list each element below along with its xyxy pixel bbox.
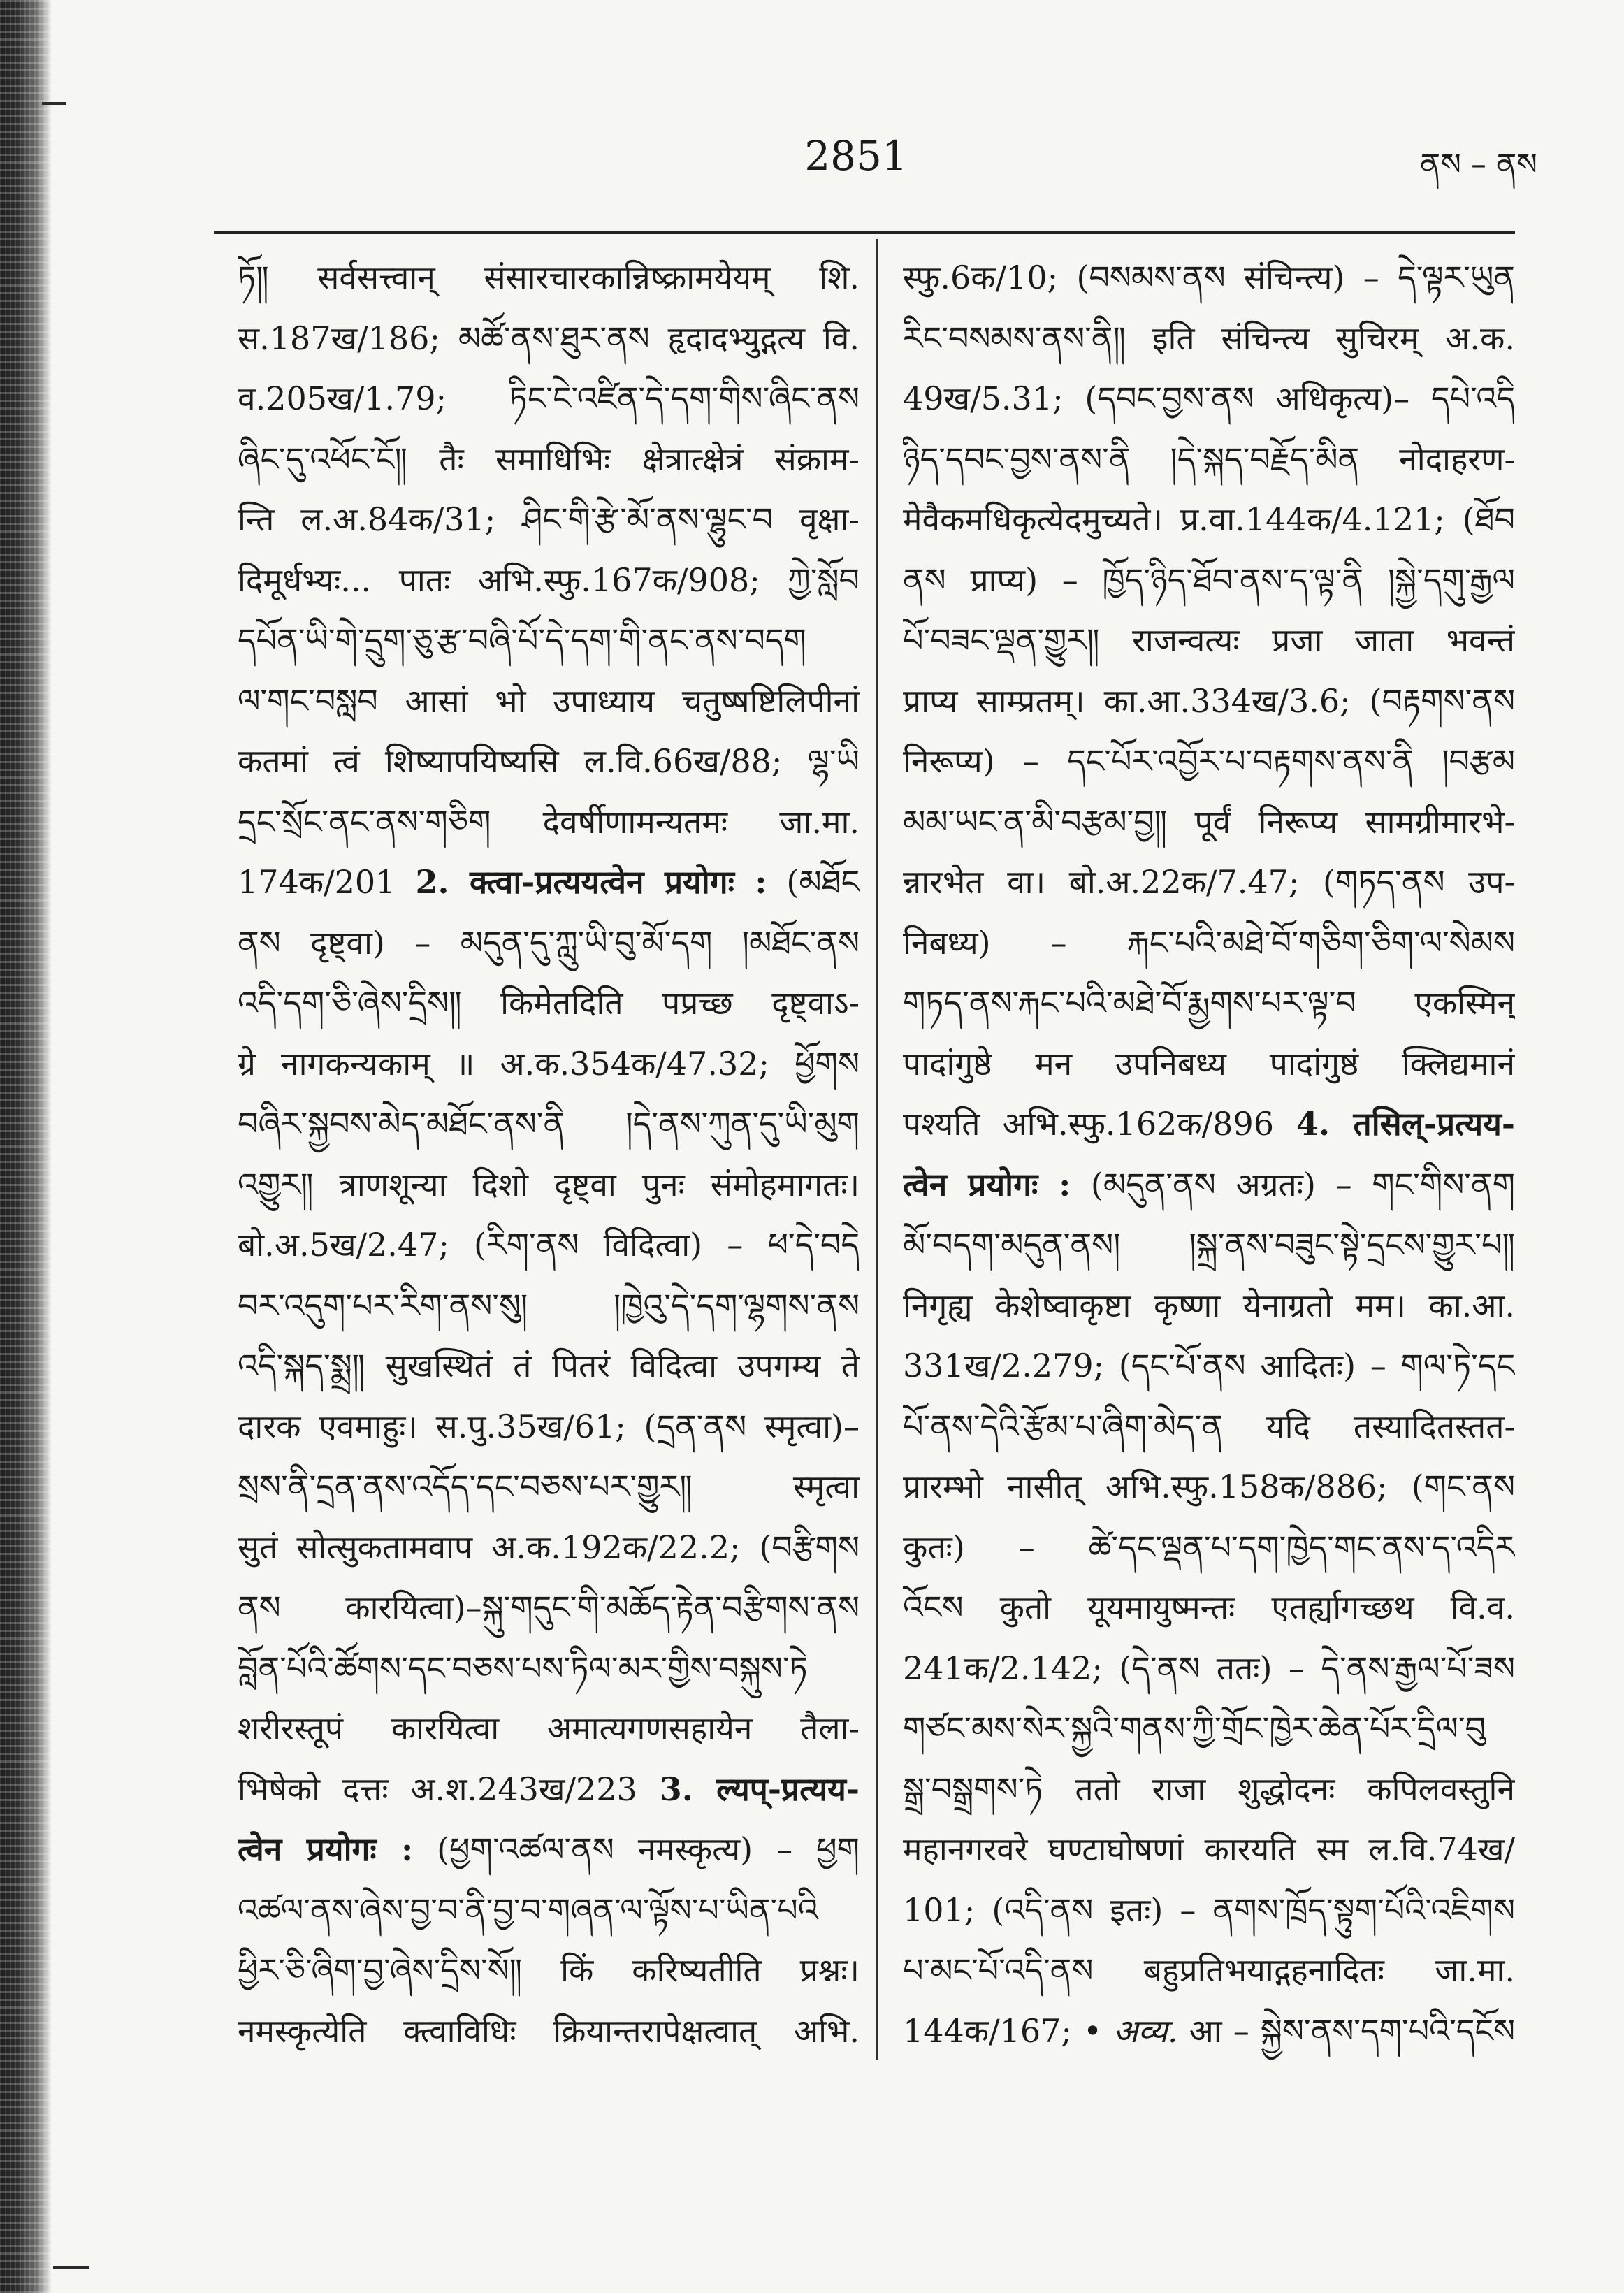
text-line: [903, 1155, 1515, 1215]
text-line: [238, 1759, 860, 1820]
text-line: दिमूर्धभ्यः... पातः अभि.स्फु.167क/908; ཀྱེ་སློབ: [238, 560, 860, 599]
text-line: པ་མང་པོ་འདི་ནས बहुप्रतिभयाद्गहनादितः जा.मा.: [903, 1951, 1515, 1989]
text-line: 101; (འདི་ནས इतः) – ནགས་ཁྲོད་སྟུག་པོའི་འཇིགས: [903, 1890, 1515, 1929]
text-line: བར་འདུག་པར་རིག་ནས་སུ། །ཁྱེའུ་དེ་དག་ལྷགས་ནས: [238, 1286, 860, 1324]
text-line: སྒྲ་བསྒྲགས་ཏེ ततो राजा शुद्धोदनः कपिलवस्तुनि: [903, 1770, 1515, 1808]
section-heading-text: 2. क्त्वा-प्रत्ययत्वेन प्रयोगः :: [415, 863, 767, 901]
text-segment: 174क/201: [238, 863, 416, 901]
text-segment: 144क/167; •: [903, 2011, 1114, 2050]
text-line: འཚལ་ནས་ཞེས་བྱ་བ་ནི་བྱ་བ་གཞན་ལ་ལྟོས་པ་ཡིན་པའི: [238, 1890, 818, 1929]
text-line: शरीरस्तूपं कारयित्वा अमात्यगणसहायेन तैला-: [238, 1709, 860, 1747]
text-segment: भिषेको दत्तः अ.श.243ख/223: [238, 1770, 660, 1808]
text-line: [903, 2001, 1515, 2062]
text-line: ཏོ༎ सर्वसत्त्वान् संसारचारकान्निष्क्रामयेयम् शि.: [238, 259, 860, 296]
text-line: न्ति ल.अ.84क/31; ཤིང་གི་རྩེ་མོ་ནས་ལྷུང་བ वृक्षा-: [238, 500, 860, 538]
section-heading-text: 3. ल्यप्-प्रत्यय-: [659, 1770, 860, 1808]
text-line: འགྱུར༎ त्राणशून्या दिशो दृष्ट्वा पुनः संमोहमागतः।: [238, 1165, 860, 1203]
text-line: निबध्य) – རྐང་པའི་མཐེ་བོ་གཅིག་ཅིག་ལ་སེམས: [903, 923, 1515, 962]
text-line: नमस्कृत्येति क्त्वाविधिः क्रियान्तरापेक्षत्वात् अभि.: [238, 2011, 860, 2050]
grammar-label: अव्य.: [1113, 2011, 1178, 2050]
page-number: 2851: [804, 132, 908, 180]
text-line: 331ख/2.279; (དང་པོ་ནས आदितः) – གལ་ཏེ་དང: [903, 1347, 1515, 1384]
text-line: न्नारभेत वा। बो.अ.22क/7.47; (གཏད་ནས उप-: [903, 863, 1515, 901]
text-line: པོ་ནས་དེའི་རྩོམ་པ་ཞིག་མེད་ན यदि तस्यादितस्तत-: [903, 1407, 1515, 1445]
text-line: ནས दृष्ट्वा) – མདུན་དུ་ཀླུ་ཡི་བུ་མོ་དག །མཐོང་ནས: [238, 923, 860, 962]
text-line: महानगरवरे घण्टाघोषणां कारयति स्म ल.वि.74ख/: [903, 1830, 1515, 1868]
text-line: ནས कारयित्वा)–སྐུ་གདུང་གི་མཆོད་རྟེན་བརྩིགས་ནས: [238, 1589, 860, 1626]
text-line: [238, 852, 860, 913]
scan-mark: [42, 102, 66, 105]
text-line: ग्रे नागकन्यकाम् ॥ अ.क.354क/47.32; ཕྱོགས: [238, 1044, 860, 1083]
text-line: [903, 1094, 1515, 1155]
text-segment: (ཕྱག་འཚལ་ནས नमस्कृत्य) – ཕྱག: [413, 1830, 860, 1868]
text-line: རིང་བསམས་ནས་ནི༎ इति संचिन्त्य सुचिरम् अ.क.: [903, 319, 1515, 357]
right-column: [903, 247, 1515, 2061]
text-line: व.205ख/1.79; ཏིང་ངེ་འཛིན་དེ་དག་གིས་ཞིང་ནས: [238, 379, 860, 417]
text-line: པོ་བཟང་ལྡན་གྱུར༎ राजन्वत्यः प्रजा जाता भवन्तं: [903, 621, 1515, 659]
text-line: स्फु.6क/10; (བསམས་ནས संचिन्त्य) – དེ་ལྟར་ཡུན: [903, 259, 1515, 296]
header-rule: [214, 231, 1515, 234]
text-line: གཙང་མས་སེར་སྐྱའི་གནས་ཀྱི་གྲོང་ཁྱེར་ཆེན་པོར་དྲིལ་བུ: [903, 1709, 1486, 1747]
scan-mark: [53, 2266, 89, 2269]
text-line: बो.अ.5ख/2.47; (རིག་ནས विदित्वा) – ཕ་དེ་བདེ: [238, 1226, 860, 1264]
text-line: सुतं सोत्सुकतामवाप अ.क.192क/22.2; (བརྩིགས: [238, 1528, 860, 1566]
text-line: འདི་དག་ཅི་ཞེས་དྲིས༎ किमेतदिति पप्रच्छ दृष्ट्वाऽ-: [238, 984, 860, 1022]
text-line: पादांगुष्ठे मन उपनिबध्य पादांगुष्ठं क्लिद्यमानं: [903, 1044, 1515, 1083]
text-line: འདི་སྐད་སྨྲ༎ सुखस्थितं तं पितरं विदित्वा उपगम्य ते: [238, 1347, 860, 1384]
text-line: ཕྱིར་ཅི་ཞིག་བྱ་ཞེས་དྲིས་སོ༎ किं करिष्यतीति प्रश्नः।: [238, 1951, 860, 1989]
text-segment: (མཐོང: [767, 863, 860, 901]
text-line: བཞིར་སྐྱབས་མེད་མཐོང་ནས་ནི །དེ་ནས་ཀུན་དུ་ཡི་མུག: [238, 1105, 860, 1143]
text-line: प्राप्य साम्प्रतम्। का.आ.334ख/3.6; (བརྟགས་ནས: [903, 681, 1515, 720]
text-line: གཏད་ནས་རྐང་པའི་མཐེ་བོ་རྨྱགས་པར་ལྟ་བ एकस्मिन्: [903, 984, 1515, 1022]
text-line: མོ་བདག་མདུན་ནས། །སྐྲ་ནས་བཟུང་སྟེ་དྲངས་གྱུར་པ༎: [903, 1226, 1515, 1264]
text-line: कुतः) – ཚེ་དང་ལྡན་པ་དག་ཁྱེད་གང་ནས་ད་འདིར: [903, 1528, 1515, 1566]
text-segment: (མདུན་ནས अग्रतः) – གང་གིས་ནག: [1071, 1165, 1515, 1203]
text-line: དཔོན་ཡི་གེ་དྲུག་ཅུ་རྩ་བཞི་པོ་དེ་དག་གི་ནང་ནས་བདག: [238, 621, 806, 659]
text-line: འོངས कुतो यूयमायुष्मन्तः एतर्ह्यागच्छथ वि.व.: [903, 1589, 1515, 1626]
text-line: སྲས་ནི་དྲན་ནས་འདོད་དང་བཅས་པར་གྱུར༎ स्मृत्वा: [238, 1468, 860, 1505]
text-line: མམ་ཡང་ན་མི་བརྩམ་བྱ༎ पूर्वं निरूप्य सामग्रीमारभे-: [903, 802, 1515, 841]
text-line: 49ख/5.31; (དབང་བྱས་ནས अधिकृत्य)– དཔེ་འདི: [903, 379, 1515, 417]
text-line: བློན་པོའི་ཚོགས་དང་བཅས་པས་ཏིལ་མར་གྱིས་བསྐུས་ཏེ: [238, 1649, 808, 1687]
text-line: दारक एवमाहुः। स.पु.35ख/61; (དྲན་ནས स्मृत्वा)–: [238, 1407, 860, 1445]
scan-edge: [0, 0, 52, 2293]
section-heading-text: 4. तसिल्-प्रत्यय-: [1296, 1105, 1515, 1143]
left-column: [238, 247, 860, 2061]
text-line: ཞིང་དུ་འཕོང་ངོ༎ तैः समाधिभिः क्षेत्रात्क्षेत्रं संक्राम-: [238, 440, 860, 478]
text-line: ཉིད་དབང་བྱས་ནས་ནི །དེ་སྐད་བརྗོད་མིན नोदाहरण-: [903, 440, 1515, 478]
text-line: [238, 1819, 860, 1880]
text-line: कतमां त्वं शिष्यापयिष्यसि ल.वि.66ख/88; ལྷ་ཡི: [238, 742, 860, 780]
text-line: मेवैकमधिकृत्येदमुच्यते। प्र.वा.144क/4.121; (ཐོབ: [903, 500, 1515, 538]
text-line: प्रारम्भो नासीत् अभि.स्फु.158क/886; (གང་ནས: [903, 1468, 1515, 1505]
text-line: 241क/2.142; (དེ་ནས ततः) – དེ་ནས་རྒྱལ་པོ་ཟས: [903, 1649, 1515, 1687]
running-head: ནས – ནས: [1419, 147, 1537, 182]
text-line: དྲང་སྲོང་ནང་ནས་གཅིག देवर्षीणामन्यतमः जा.मा.: [238, 802, 860, 841]
text-segment: आ – སྐྱེས་ནས་དག་པའི་དངོས: [1177, 2011, 1515, 2050]
text-line: निगृह्य केशेष्वाकृष्टा कृष्णा येनाग्रतो मम। का.आ.: [903, 1286, 1515, 1324]
text-line: ནས प्राप्य) – ཁྱོད་ཉིད་ཐོབ་ནས་ད་ལྟ་ནི །སྐྱེ་དགུ་རྒྱལ: [903, 560, 1515, 599]
text-line: स.187ख/186; མཚོ་ནས་ཐུར་ནས हृदादभ्युद्गत्य वि.: [238, 319, 860, 357]
text-line: ལ་གང་བསླབ आसां भो उपाध्याय चतुष्षष्टिलिपीनां: [238, 681, 860, 720]
column-divider: [876, 239, 878, 2060]
text-line: निरूप्य) – དང་པོར་འབྱོར་པ་བརྟགས་ནས་ནི །བརྩམ: [903, 742, 1515, 780]
text-segment: पश्यति अभि.स्फु.162क/896: [903, 1105, 1297, 1143]
section-heading-text: त्वेन प्रयोगः :: [903, 1165, 1071, 1203]
section-heading-text: त्वेन प्रयोगः :: [238, 1830, 414, 1868]
